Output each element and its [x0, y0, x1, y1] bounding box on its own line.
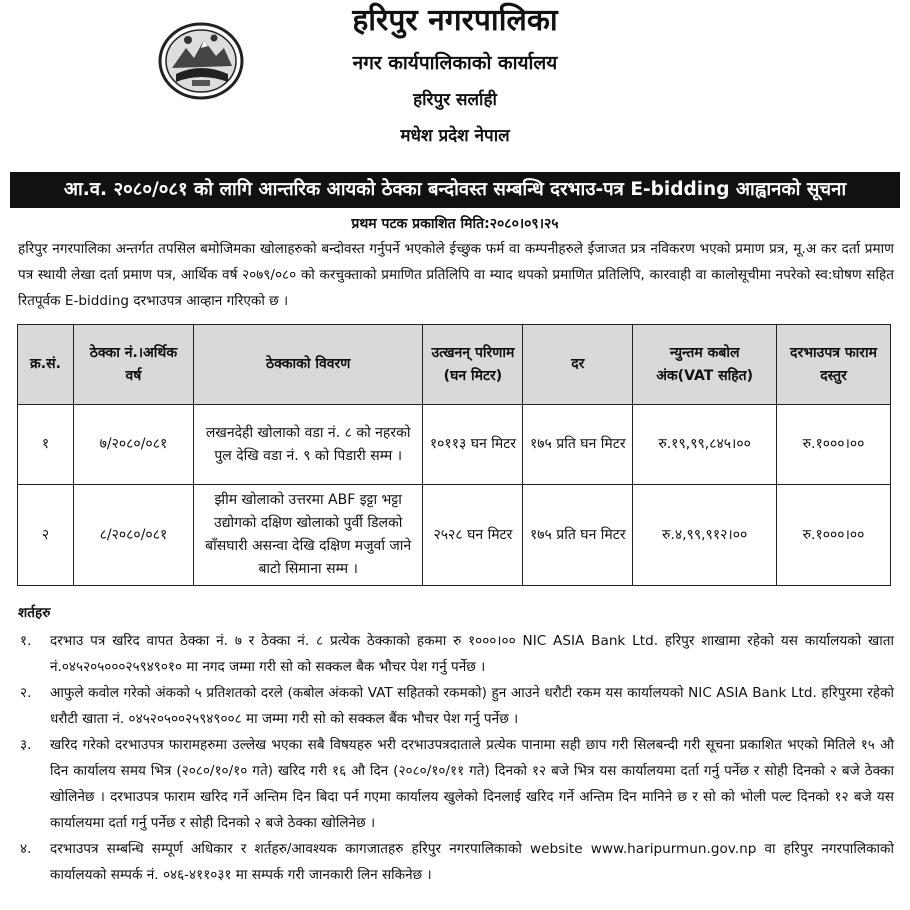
- cell-quantity: १०११३ घन मिटर: [423, 405, 523, 485]
- term-number: १.: [20, 633, 32, 649]
- cell-sn: १: [18, 405, 74, 485]
- municipality-name: हरिपुर नगरपालिका: [352, 3, 558, 38]
- table-row: [18, 485, 891, 586]
- cell-sn: २: [18, 485, 74, 586]
- header-fee: दरभाउपत्र फाराम दस्तुर: [777, 325, 891, 405]
- cell-minimum: रु.१९,९९,८४५।००: [633, 405, 777, 485]
- table-row: [18, 405, 891, 485]
- terms-section: [18, 600, 894, 888]
- notice-header: [0, 0, 910, 168]
- term-number: ४.: [20, 841, 32, 857]
- cell-rate: १७५ प्रति घन मिटर: [523, 485, 633, 586]
- header-sn: क्र.सं.: [18, 325, 74, 405]
- cell-minimum: रु.४,९९,९१२।००: [633, 485, 777, 586]
- term-text: आफुले कवोल गरेको अंकको ५ प्रतिशतको दरले (कबोल अंकको VAT सहितको रकमको) हुन आउने धरौटी रकम यस कार्यालयको NIC ASIA Bank Ltd. हरिपुरमा रहेको धरौटी खाता नं. ०४५२०५००२५९४९००८ मा जम्मा गरी सो को सक्कल बैंक भौचर पेश गर्नु पर्नेछ ।: [50, 685, 894, 727]
- cell-rate: १७५ प्रति घन मिटर: [523, 405, 633, 485]
- term-text: खरिद गरेको दरभाउपत्र फारामहरुमा उल्लेख भएका सबै विषयहरु भरी दरभाउपत्रदाताले प्रत्येक पानामा सही छाप गरी सिलबन्दी गरी सूचना प्रकाशित भएको मितिले १५ औ दिन कार्यालय समय भित्र (२०८०/१०/१० गते) खरिद गरी १६ औ दिन (२०८०/१०/११ गते) दिनको १२ बजे भित्र यस कार्यालयमा दर्ता गर्नु पर्नेछ र सोही दिनको २ बजे ठेक्का खोलिनेछ । दरभाउपत्र फाराम खरिद गर्ने अन्तिम दिन बिदा पर्न गएमा कार्यालय खुलेको दिनलाई खरिद गर्ने अन्तिम दिन मानिने छ र सो को भोली पल्ट दिनको १२ बजे यस कार्यालयमा दर्ता गर्नु पर्नेछ र सोही दिनको २ बजे ठेक्का खोलिनेछ ।: [50, 737, 894, 831]
- header-description: ठेक्काको विवरण: [193, 325, 423, 405]
- term-text: दरभाउपत्र सम्बन्धि सम्पूर्ण अधिकार र शर्तहरु/आवश्यक कागजातहरु हरिपुर नगरपालिकाको website www.haripurmun.gov.np वा हरिपुर नगरपालिकाको कार्यालयको सम्पर्क नं. ०४६-४११०३१ मा सम्पर्क गरी जानकारी लिन सकिनेछ ।: [50, 841, 894, 883]
- contract-table: [17, 324, 891, 586]
- intro-paragraph: हरिपुर नगरपालिका अन्तर्गत तपसिल बमोजिमका खोलाहरुको बन्दोवस्त गर्नुपर्ने भएकोले ईच्छुक फर्म वा कम्पनीहरुले ईजाजत प्रत्र नविकरण भएको प्रमाण प्रत्र, मू.अ कर दर्ता प्रमाण पत्र स्थायी लेखा दर्ता प्रमाण पत्र, आर्थिक वर्ष २०७९/०८० को करचुक्ताको प्रमाणित प्रतिलिपि वा म्याद थपको प्रमाणित प्रतिलिपि, कारवाही वा कालोसूचीमा नपरेको स्व:घोषण सहित रितपूर्वक E-bidding दरभाउपत्र आव्हान गरिएको छ ।: [18, 241, 894, 309]
- header-quantity: उत्खनन् परिणाम (घन मिटर): [423, 325, 523, 405]
- term-number: २.: [20, 685, 32, 701]
- office-name: नगर कार्यपालिकाको कार्यालय: [352, 52, 558, 74]
- table-header-row: [18, 325, 891, 405]
- cell-contract: ७/२०८०/०८१: [73, 405, 193, 485]
- publication-date: प्रथम पटक प्रकाशित मिति:२०८०।०९।२५: [351, 216, 559, 232]
- cell-quantity: २५२८ घन मिटर: [423, 485, 523, 586]
- notice-title-banner: आ.व. २०८०/०८१ को लागि आन्तरिक आयको ठेक्का बन्दोवस्त सम्बन्धि दरभाउ-पत्र E-bidding आह्वानको सूचना: [10, 172, 900, 208]
- term-item: [18, 732, 894, 836]
- header-contract: ठेक्का नं.।अर्थिक वर्ष: [73, 325, 193, 405]
- header-rate: दर: [523, 325, 633, 405]
- province-name: मधेश प्रदेश नेपाल: [400, 126, 510, 146]
- cell-fee: रु.१०००।००: [777, 485, 891, 586]
- term-number: ३.: [20, 737, 32, 753]
- term-text: दरभाउ पत्र खरिद वापत ठेक्का नं. ७ र ठेक्का नं. ८ प्रत्येक ठेक्काको हकमा रु १०००।०० NIC ASIA Bank Ltd. हरिपुर शाखामा रहेको यस कार्यालयको खाता नं.०४५२०५०००२५९४९०१० मा नगद जम्मा गरी सो को सक्कल बैक भौचर पेश गर्नु पर्नेछ ।: [50, 633, 894, 675]
- cell-description: लखनदेही खोलाको वडा नं. ८ को नहरको पुल देखि वडा नं. ९ को पिडारी सम्म ।: [193, 405, 423, 485]
- term-item: [18, 628, 894, 680]
- header-minimum: न्युन्तम कबोल अंक(VAT सहित): [633, 325, 777, 405]
- term-item: [18, 836, 894, 888]
- terms-title: शर्तहरु: [18, 605, 51, 621]
- cell-description: झीम खोलाको उत्तरमा ABF इट्टा भट्टा उद्योगको दक्षिण खोलाको पुर्वी डिलको बाँसघारी असन्वा देखि दक्षिण मजुर्वा जाने बाटो सिमाना सम्म ।: [193, 485, 423, 586]
- office-address: हरिपुर सर्लाही: [413, 90, 497, 110]
- term-item: [18, 680, 894, 732]
- cell-contract: ८/२०८०/०८१: [73, 485, 193, 586]
- cell-fee: रु.१०००।००: [777, 405, 891, 485]
